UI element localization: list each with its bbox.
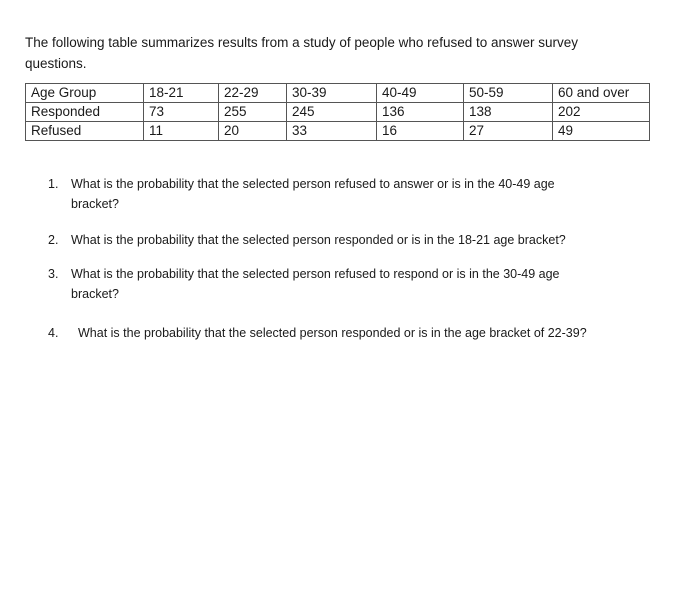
table-header-cell: 18-21 — [144, 84, 219, 103]
table-header-cell: Age Group — [26, 84, 144, 103]
table-cell: 245 — [287, 103, 377, 122]
question-text: What is the probability that the selected person refused to respond or is in the 30-49 age bracket? — [71, 267, 560, 301]
table-row — [26, 122, 650, 141]
question-text: What is the probability that the selected person responded or is in the age bracket of 22-39? — [78, 326, 587, 340]
question-number: 4. — [48, 326, 59, 340]
table-header-row — [26, 84, 650, 103]
table-cell: 11 — [144, 122, 219, 141]
table-header-cell: 22-29 — [219, 84, 287, 103]
question-number: 1. — [48, 177, 59, 191]
table-cell: Refused — [26, 122, 144, 141]
question-text: What is the probability that the selected person responded or is in the 18-21 age bracket? — [71, 233, 566, 247]
intro-paragraph: The following table summarizes results from a study of people who refused to answer survey questions. — [25, 35, 579, 71]
survey-table — [25, 83, 650, 141]
question-number: 3. — [48, 267, 59, 281]
table-row — [26, 103, 650, 122]
table-cell: 73 — [144, 103, 219, 122]
table-header-cell: 40-49 — [377, 84, 464, 103]
table-header-cell: 60 and over — [553, 84, 650, 103]
table-cell: 27 — [464, 122, 553, 141]
table-header-cell: 50-59 — [464, 84, 553, 103]
table-cell: 49 — [553, 122, 650, 141]
table-cell: 255 — [219, 103, 287, 122]
table-cell: 202 — [553, 103, 650, 122]
table-cell: 16 — [377, 122, 464, 141]
table-header-cell: 30-39 — [287, 84, 377, 103]
question-number: 2. — [48, 233, 59, 247]
table-cell: 33 — [287, 122, 377, 141]
table-cell: 136 — [377, 103, 464, 122]
table-cell: 20 — [219, 122, 287, 141]
table-cell: 138 — [464, 103, 553, 122]
table-cell: Responded — [26, 103, 144, 122]
question-text: What is the probability that the selected person refused to answer or is in the 40-49 age bracket? — [71, 177, 555, 211]
